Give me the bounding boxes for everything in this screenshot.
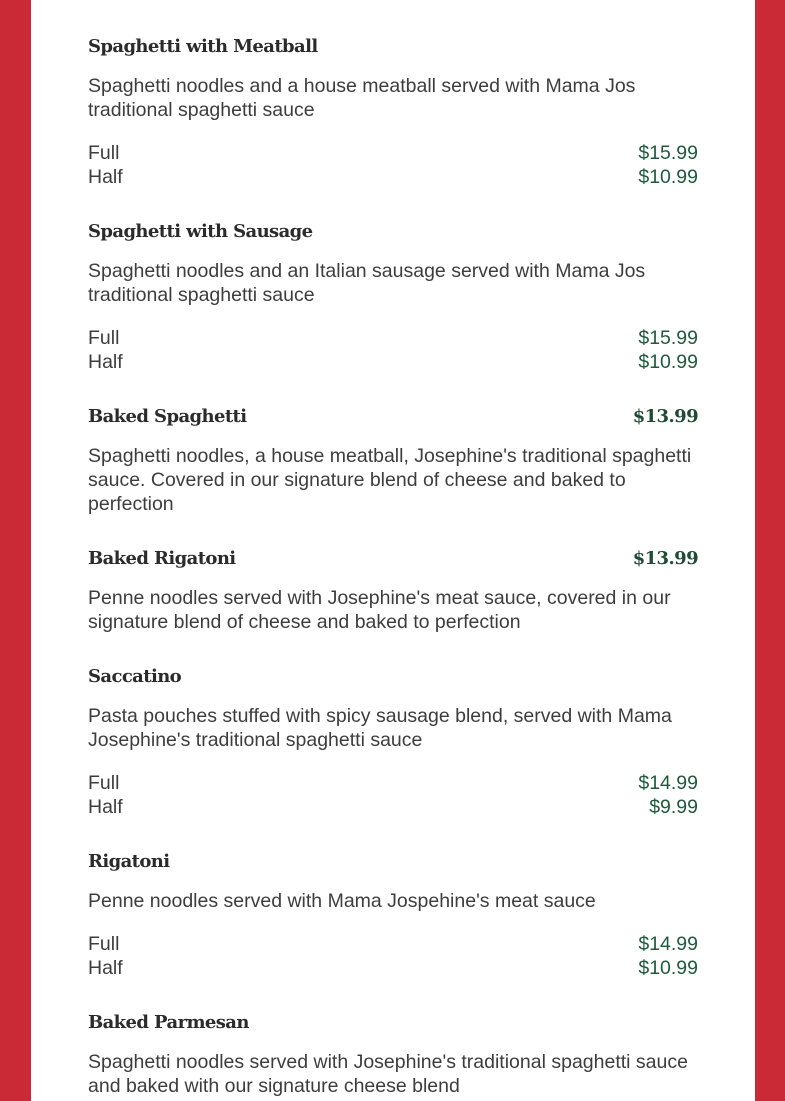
menu-item-price: $13.99 (632, 548, 698, 569)
size-price-row (88, 141, 698, 165)
menu-item-baked-rigatoni (88, 548, 698, 634)
menu-item-description: Penne noodles served with Mama Jospehine's meat sauce (88, 890, 596, 912)
size-price: $14.99 (638, 772, 698, 794)
size-label: Half (88, 351, 123, 373)
menu-item-header (88, 1012, 698, 1038)
size-price: $14.99 (638, 933, 698, 955)
menu-item-spaghetti-with-sausage (88, 221, 698, 374)
size-price-row (88, 350, 698, 374)
size-price-list (88, 932, 698, 980)
size-price: $15.99 (638, 327, 698, 349)
menu-item-price: $13.99 (632, 406, 698, 427)
menu-item-description: Spaghetti noodles, a house meatball, Josephine's traditional spaghetti sauce. Covered in our signature blend of cheese and baked to perfection (88, 445, 692, 515)
menu-item-name: Baked Rigatoni (88, 548, 236, 569)
size-label: Half (88, 957, 123, 979)
menu-item-spaghetti-with-meatball (88, 36, 698, 189)
size-price-row (88, 165, 698, 189)
size-label: Full (88, 772, 120, 794)
size-price: $15.99 (638, 142, 698, 164)
size-price-row (88, 326, 698, 350)
menu-item-header (88, 221, 698, 247)
size-label: Full (88, 142, 120, 164)
menu-item-rigatoni (88, 851, 698, 980)
size-label: Half (88, 166, 123, 188)
menu-item-baked-parmesan (88, 1012, 698, 1098)
menu-item-description: Spaghetti noodles and a house meatball served with Mama Jos traditional spaghetti sauce (88, 75, 636, 121)
menu-item-name: Rigatoni (88, 851, 170, 872)
size-label: Half (88, 796, 123, 818)
menu-item-name: Baked Parmesan (88, 1012, 249, 1033)
menu-item-header (88, 548, 698, 574)
menu-item-saccatino (88, 666, 698, 819)
size-price: $10.99 (638, 166, 698, 188)
size-price: $10.99 (638, 957, 698, 979)
menu-item-name: Baked Spaghetti (88, 406, 247, 427)
menu-item-description: Spaghetti noodles served with Josephine's traditional spaghetti sauce and baked with our signature cheese blend (88, 1051, 688, 1097)
menu-panel (31, 0, 755, 1101)
size-price-row (88, 956, 698, 980)
menu-item-name: Saccatino (88, 666, 182, 687)
size-price-list (88, 141, 698, 189)
menu-item-name: Spaghetti with Meatball (88, 36, 318, 57)
menu-item-header (88, 666, 698, 692)
menu-item-header (88, 406, 698, 432)
size-label: Full (88, 327, 120, 349)
size-price-row (88, 795, 698, 819)
size-price-list (88, 771, 698, 819)
size-price-row (88, 932, 698, 956)
menu-list (88, 36, 698, 1101)
size-price-list (88, 326, 698, 374)
menu-item-name: Spaghetti with Sausage (88, 221, 313, 242)
menu-item-description: Pasta pouches stuffed with spicy sausage blend, served with Mama Josephine's traditional spaghetti sauce (88, 705, 672, 751)
size-price-row (88, 771, 698, 795)
menu-item-description: Penne noodles served with Josephine's meat sauce, covered in our signature blend of cheese and baked to perfection (88, 587, 671, 633)
size-price: $9.99 (649, 796, 698, 818)
menu-item-baked-spaghetti (88, 406, 698, 516)
size-price: $10.99 (638, 351, 698, 373)
size-label: Full (88, 933, 120, 955)
menu-item-header (88, 36, 698, 62)
menu-item-header (88, 851, 698, 877)
menu-item-description: Spaghetti noodles and an Italian sausage served with Mama Jos traditional spaghetti sauce (88, 260, 646, 306)
